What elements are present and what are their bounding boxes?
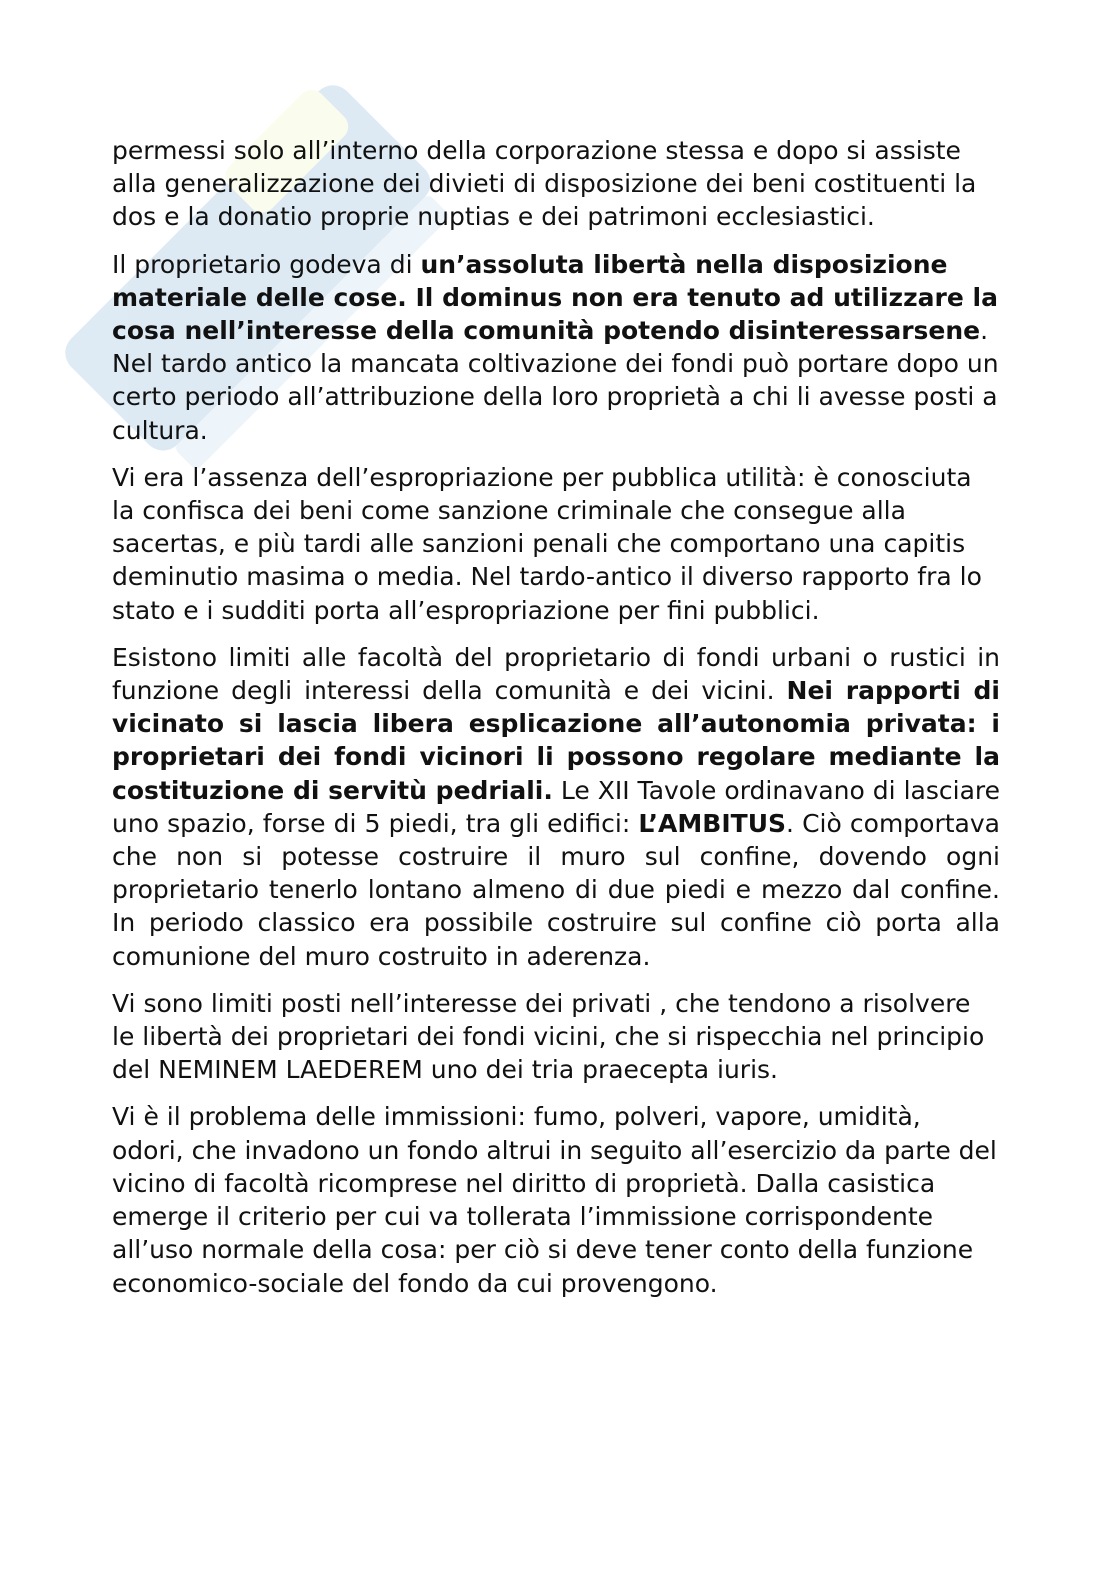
paragraph-6-text-1: Vi è il problema delle immissioni: fumo, polveri, vapore, umidità, odori, che invadono un fondo altrui in seguito all’esercizio da parte del vicino di facoltà ricomprese nel diritto di proprietà. Dalla casistica emerge il criterio per cui va tollerata l’immissione corrispondente all’uso normale della cosa: per ciò si deve tener conto della funzione economico-sociale del fondo da cui provengono. [112, 1102, 997, 1298]
paragraph-1-text-1: permessi solo all’interno della corporazione stessa e dopo si assiste alla generalizzazione dei divieti di disposizione dei beni costituenti la dos e la donatio proprie nuptias e dei patrimoni ecclesiastici. [112, 136, 977, 232]
paragraph-4-text-1: Esistono limiti alle facoltà del proprietario di fondi urbani o rustici in funzione degli interessi della comunità e dei vicini. [112, 642, 1000, 706]
document-body [112, 134, 1000, 1314]
paragraph-3-text-1: Vi era l’assenza dell’espropriazione per pubblica utilità: è conosciuta la confisca dei beni come sanzione criminale che consegue alla sacertas, e più tardi alle sanzioni penali che comportano una capitis deminutio masima o media. Nel tardo-antico il diverso rapporto fra lo stato e i sudditi porta all’espropriazione per fini pubblici. [112, 462, 982, 625]
paragraph-4-text-2: Le XII Tavole ordinavano di lasciare uno spazio, forse di 5 piedi, tra gli edifici: [112, 775, 1001, 838]
paragraph-4 [112, 641, 1000, 973]
paragraph-5-text-1: Vi sono limiti posti nell’interesse dei privati , che tendono a risolvere le libertà dei proprietari dei fondi vicini, che si rispecchia nel principio del NEMINEM LAEDEREM uno dei tria praecepta iuris. [112, 988, 985, 1085]
paragraph-4-bold-2: L’AMBITUS [638, 808, 786, 838]
paragraph-2-text-2: . Nel tardo antico la mancata coltivazione dei fondi può portare dopo un certo periodo all’attribuzione della loro proprietà a chi li avesse posti a cultura. [112, 316, 999, 445]
paragraph-4-text-3: . Ciò comportava che non si potesse costruire il muro sul confine, dovendo ogni proprietario tenerlo lontano almeno di due piedi e mezzo dal confine. In periodo classico era possibile costruire sul confine ciò porta alla comunione del muro costruito in aderenza. [112, 808, 1000, 971]
paragraph-5 [112, 987, 1000, 1087]
paragraph-2-text-1: Il proprietario godeva di [112, 249, 421, 279]
paragraph-1 [112, 134, 1000, 234]
paragraph-3 [112, 461, 1000, 627]
paragraph-2-bold-1: un’assoluta libertà nella disposizione materiale delle cose. Il dominus non era tenuto ad utilizzare la cosa nell’interesse della comunità potendo disinteressarsene [112, 249, 998, 346]
paragraph-6 [112, 1100, 1000, 1299]
paragraph-4-bold-1: Nei rapporti di vicinato si lascia libera esplicazione all’autonomia privata: i proprietari dei fondi vicinori li possono regolare mediante la costituzione di servitù pedriali. [112, 676, 1000, 805]
paragraph-2 [112, 248, 1000, 447]
